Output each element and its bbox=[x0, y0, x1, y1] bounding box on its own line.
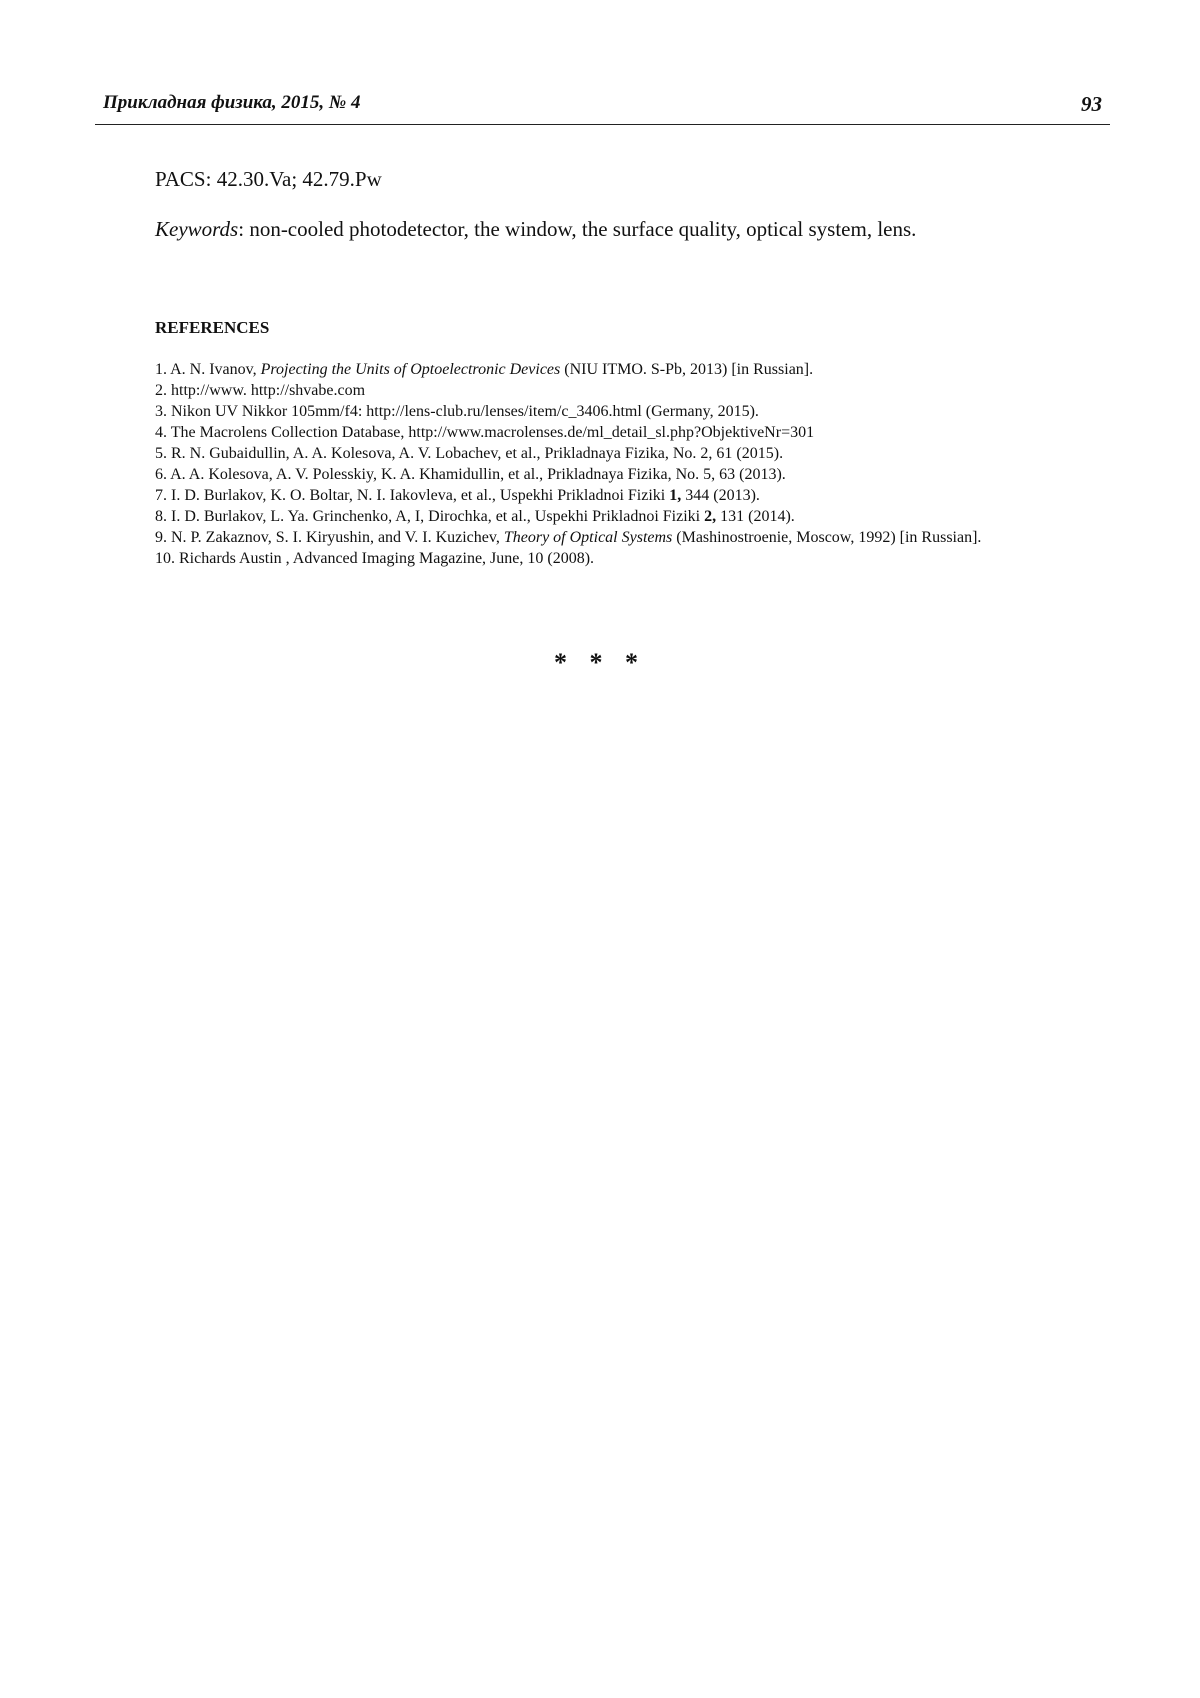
pacs-codes: PACS: 42.30.Va; 42.79.Pw bbox=[155, 167, 382, 191]
keywords-line bbox=[155, 217, 916, 242]
reference-item bbox=[155, 380, 1115, 401]
reference-item bbox=[155, 464, 1115, 485]
references-heading: REFERENCES bbox=[155, 318, 270, 337]
reference-text: 3. Nikon UV Nikkor 105mm/f4: http://lens-club.ru/lenses/item/c_3406.html (Germany, 2015). bbox=[155, 403, 759, 420]
reference-item bbox=[155, 506, 1115, 527]
reference-text: 9. N. P. Zakaznov, S. I. Kiryushin, and V. I. Kuzichev, bbox=[155, 529, 504, 546]
reference-text: 8. I. D. Burlakov, L. Ya. Grinchenko, A, I, Dirochka, et al., Uspekhi Prikladnoi Fiziki bbox=[155, 508, 705, 525]
reference-title: Theory of Optical Systems bbox=[503, 529, 673, 546]
reference-item bbox=[155, 359, 1115, 380]
running-header bbox=[95, 92, 1110, 125]
reference-volume: 1, bbox=[669, 487, 682, 504]
reference-text: 4. The Macrolens Collection Database, http://www.macrolenses.de/ml_detail_sl.php?ObjektiveNr=301 bbox=[155, 424, 815, 441]
page-number: 93 bbox=[1081, 92, 1102, 116]
reference-text: (Mashinostroenie, Moscow, 1992) [in Russian]. bbox=[672, 529, 982, 546]
reference-text: 5. R. N. Gubaidullin, A. A. Kolesova, A. V. Lobachev, et al., Prikladnaya Fizika, No. 2, 61 (2015). bbox=[155, 445, 784, 462]
reference-list bbox=[155, 359, 1115, 569]
reference-text: 131 (2014). bbox=[716, 508, 795, 525]
reference-item bbox=[155, 422, 1115, 443]
reference-text: 10. Richards Austin , Advanced Imaging Magazine, June, 10 (2008). bbox=[155, 550, 595, 567]
reference-item bbox=[155, 527, 1115, 548]
keywords-label: Keywords bbox=[155, 217, 239, 241]
reference-item bbox=[155, 401, 1115, 422]
reference-text: 6. A. A. Kolesova, A. V. Polesskiy, K. A. Khamidullin, et al., Prikladnaya Fizika, No. 5, 63 (2013). bbox=[155, 466, 786, 483]
reference-text: 1. A. N. Ivanov, bbox=[155, 361, 261, 378]
reference-text: (NIU ITMO. S-Pb, 2013) [in Russian]. bbox=[560, 361, 814, 378]
reference-item bbox=[155, 485, 1115, 506]
section-separator: * * * bbox=[554, 648, 646, 677]
reference-text: 2. http://www. http://shvabe.com bbox=[155, 382, 366, 399]
keywords-text: : non-cooled photodetector, the window, the surface quality, optical system, lens. bbox=[238, 217, 917, 241]
reference-text: 7. I. D. Burlakov, K. O. Boltar, N. I. Iakovleva, et al., Uspekhi Prikladnoi Fiziki bbox=[155, 487, 670, 504]
reference-item bbox=[155, 443, 1115, 464]
reference-item bbox=[155, 548, 1115, 569]
journal-title: Прикладная физика, 2015, № 4 bbox=[103, 92, 361, 113]
reference-volume: 2, bbox=[704, 508, 717, 525]
reference-text: 344 (2013). bbox=[681, 487, 760, 504]
reference-title: Projecting the Units of Optoelectronic Devices bbox=[260, 361, 561, 378]
